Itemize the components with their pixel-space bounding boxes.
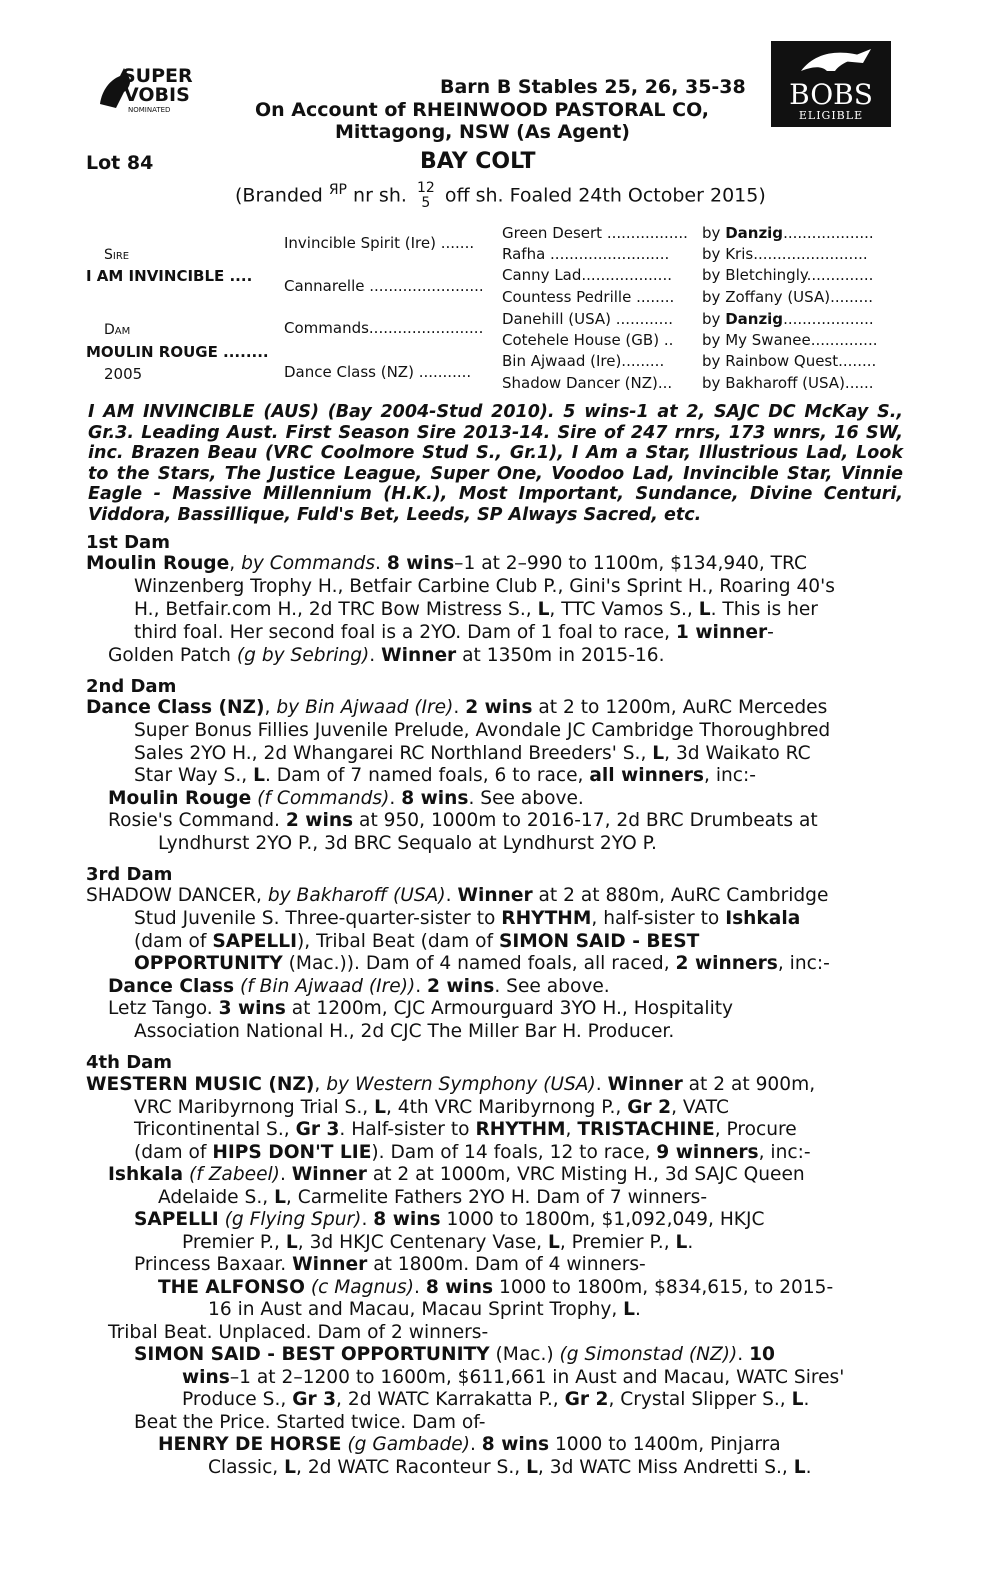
- pedigree-line: Stud Juvenile S. Three-quarter-sister to RHYTHM, half-sister to Ishkala: [134, 908, 801, 929]
- svg-text:ELIGIBLE: ELIGIBLE: [798, 109, 864, 122]
- pedigree-line: Lyndhurst 2YO P., 3d BRC Sequalo at Lyndhurst 2YO P.: [158, 833, 657, 854]
- lot-number: Lot 84: [86, 152, 154, 174]
- pedigree-g2: Commands........................: [284, 319, 484, 337]
- pedigree-line: H., Betfair.com H., 2d TRC Bow Mistress S., L, TTC Vamos S., L. This is her: [134, 599, 818, 620]
- pedigree-line: Rosie's Command. 2 wins at 950, 1000m to 2016-17, 2d BRC Drumbeats at: [108, 810, 818, 831]
- pedigree-line: third foal. Her second foal is a 2YO. Dam of 1 foal to race, 1 winner-: [134, 622, 774, 643]
- pedigree-line: (dam of HIPS DON'T LIE). Dam of 14 foals, 12 to race, 9 winners, inc:-: [134, 1142, 811, 1163]
- pedigree-g4: by Kris........................: [702, 245, 868, 263]
- pedigree-line: THE ALFONSO (c Magnus). 8 wins 1000 to 1800m, $834,615, to 2015-: [158, 1277, 834, 1298]
- pedigree-line: SIMON SAID - BEST OPPORTUNITY (Mac.) (g Simonstad (NZ)). 10: [134, 1344, 775, 1365]
- pedigree-line: SHADOW DANCER, by Bakharoff (USA). Winner at 2 at 880m, AuRC Cambridge: [86, 885, 829, 906]
- dam-label: Dam: [104, 322, 131, 338]
- pedigree-line: Star Way S., L. Dam of 7 named foals, 6 to race, all winners, inc:-: [134, 765, 756, 786]
- horse-head-icon: [98, 62, 198, 120]
- vendor-location: Mittagong, NSW (As Agent): [335, 121, 630, 143]
- pedigree-g3: Green Desert .................: [502, 224, 688, 242]
- sire-name: I AM INVINCIBLE ....: [86, 267, 253, 285]
- svg-text:VOBIS: VOBIS: [124, 84, 190, 106]
- pedigree-line: VRC Maribyrnong Trial S., L, 4th VRC Maribyrnong P., Gr 2, VATC: [134, 1097, 729, 1118]
- pedigree-line: Premier P., L, 3d HKJC Centenary Vase, L, Premier P., L.: [182, 1232, 694, 1253]
- pedigree-line: Association National H., 2d CJC The Miller Bar H. Producer.: [134, 1021, 675, 1042]
- pedigree-g4: by Rainbow Quest........: [702, 352, 877, 370]
- barn-stables: Barn B Stables 25, 26, 35-38: [440, 76, 746, 98]
- heading-2nd-dam: 2nd Dam: [86, 676, 177, 697]
- pedigree-line: Moulin Rouge, by Commands. 8 wins–1 at 2–990 to 1100m, $134,940, TRC: [86, 553, 808, 574]
- pedigree-g3: Canny Lad...................: [502, 266, 672, 284]
- pedigree-g4: by Danzig...................: [702, 310, 874, 328]
- pedigree-g4: by Bakharoff (USA)......: [702, 374, 874, 392]
- pedigree-g2: Dance Class (NZ) ...........: [284, 363, 472, 381]
- pedigree-g2: Cannarelle ........................: [284, 277, 484, 295]
- pedigree-line: Golden Patch (g by Sebring). Winner at 1350m in 2015-16.: [108, 645, 665, 666]
- svg-text:SUPER: SUPER: [122, 65, 193, 87]
- pedigree-g3: Bin Ajwaad (Ire).........: [502, 352, 665, 370]
- svg-text:NOMINATED: NOMINATED: [128, 106, 171, 114]
- pedigree-line: Sales 2YO H., 2d Whangarei RC Northland Breeders' S., L, 3d Waikato RC: [134, 743, 811, 764]
- pedigree-line: (dam of SAPELLI), Tribal Beat (dam of SIMON SAID - BEST: [134, 931, 700, 952]
- pedigree-line: OPPORTUNITY (Mac.)). Dam of 4 named foals, all raced, 2 winners, inc:-: [134, 953, 830, 974]
- pedigree-g3: Cotehele House (GB) ..: [502, 331, 674, 349]
- svg-text:BOBS: BOBS: [789, 78, 873, 111]
- pedigree-line: Ishkala (f Zabeel). Winner at 2 at 1000m, VRC Misting H., 3d SAJC Queen: [108, 1164, 805, 1185]
- pedigree-g3: Countess Pedrille ........: [502, 288, 675, 306]
- brand-fraction: 12 5: [416, 180, 435, 211]
- lot-title: BAY COLT: [420, 149, 536, 174]
- pedigree-line: wins–1 at 2–1200 to 1600m, $611,661 in Aust and Macau, WATC Sires': [182, 1367, 845, 1388]
- pedigree-line: 16 in Aust and Macau, Macau Sprint Trophy, L.: [208, 1299, 641, 1320]
- pedigree-line: Winzenberg Trophy H., Betfair Carbine Club P., Gini's Sprint H., Roaring 40's: [134, 576, 835, 597]
- sire-summary: I AM INVINCIBLE (AUS) (Bay 2004-Stud 2010). 5 wins-1 at 2, SAJC DC McKay S., Gr.3. Leading Aust. First Season Sire 2013-14. Sire of 247 rnrs, 173 wnrs, 16 SW, inc. Brazen Beau (VRC Coolmore Stud S., Gr.1), I Am a Star, Illustrious Lad, Look to the Stars, The Justice League, Super One, Voodoo Lad, Invincible Star, Vinnie Eagle - Massive Millennium (H.K.), Most Important, Sundance, Divine Centuri, Viddora, Bassillique, Fuld's Bet, Leeds, SP Always Sacred, etc.: [88, 402, 903, 525]
- pedigree-g3: Shadow Dancer (NZ)...: [502, 374, 673, 392]
- dam-name: MOULIN ROUGE ........: [86, 343, 269, 361]
- pedigree-g4: by Danzig...................: [702, 224, 874, 242]
- pedigree-g4: by Zoffany (USA).........: [702, 288, 873, 306]
- pedigree-line: HENRY DE HORSE (g Gambade). 8 wins 1000 to 1400m, Pinjarra: [158, 1434, 781, 1455]
- pedigree-line: Letz Tango. 3 wins at 1200m, CJC Armourguard 3YO H., Hospitality: [108, 998, 734, 1019]
- pedigree-line: Dance Class (NZ), by Bin Ajwaad (Ire). 2 wins at 2 to 1200m, AuRC Mercedes: [86, 697, 828, 718]
- pedigree-g2: Invincible Spirit (Ire) .......: [284, 234, 475, 252]
- heading-1st-dam: 1st Dam: [86, 532, 170, 553]
- brand-line: (Branded $^{ЯP}$ nr sh. 12 5 off sh. Foaled 24th October 2015): [235, 180, 766, 211]
- pedigree-g3: Danehill (USA) ............: [502, 310, 673, 328]
- brand-mark: ЯP: [328, 182, 347, 199]
- pedigree-line: Classic, L, 2d WATC Raconteur S., L, 3d WATC Miss Andretti S., L.: [208, 1457, 812, 1478]
- pedigree-line: WESTERN MUSIC (NZ), by Western Symphony (USA). Winner at 2 at 900m,: [86, 1074, 816, 1095]
- pedigree-g3: Rafha .........................: [502, 245, 670, 263]
- pedigree-line: Adelaide S., L, Carmelite Fathers 2YO H. Dam of 7 winners-: [158, 1187, 708, 1208]
- pedigree-line: Super Bonus Fillies Juvenile Prelude, Avondale JC Cambridge Thoroughbred: [134, 720, 831, 741]
- pedigree-g4: by Bletchingly..............: [702, 266, 874, 284]
- pedigree-line: Beat the Price. Started twice. Dam of-: [134, 1412, 486, 1433]
- sire-label: Sire: [104, 247, 130, 263]
- pedigree-line: Princess Baxaar. Winner at 1800m. Dam of 4 winners-: [134, 1254, 646, 1275]
- pedigree-line: Dance Class (f Bin Ajwaad (Ire)). 2 wins. See above.: [108, 976, 610, 997]
- pedigree-line: Moulin Rouge (f Commands). 8 wins. See above.: [108, 788, 584, 809]
- heading-3rd-dam: 3rd Dam: [86, 864, 173, 885]
- heading-4th-dam: 4th Dam: [86, 1052, 173, 1073]
- super-vobis-logo: [98, 62, 198, 120]
- pedigree-line: Tribal Beat. Unplaced. Dam of 2 winners-: [108, 1322, 489, 1343]
- bobs-eligible-logo: [771, 41, 891, 127]
- pedigree-g4: by My Swanee..............: [702, 331, 878, 349]
- dam-year: 2005: [104, 365, 143, 383]
- vendor-account: On Account of RHEINWOOD PASTORAL CO,: [255, 99, 710, 121]
- pedigree-line: Produce S., Gr 3, 2d WATC Karrakatta P., Gr 2, Crystal Slipper S., L.: [182, 1389, 810, 1410]
- pedigree-line: Tricontinental S., Gr 3. Half-sister to RHYTHM, TRISTACHINE, Procure: [134, 1119, 797, 1140]
- pedigree-line: SAPELLI (g Flying Spur). 8 wins 1000 to 1800m, $1,092,049, HKJC: [134, 1209, 765, 1230]
